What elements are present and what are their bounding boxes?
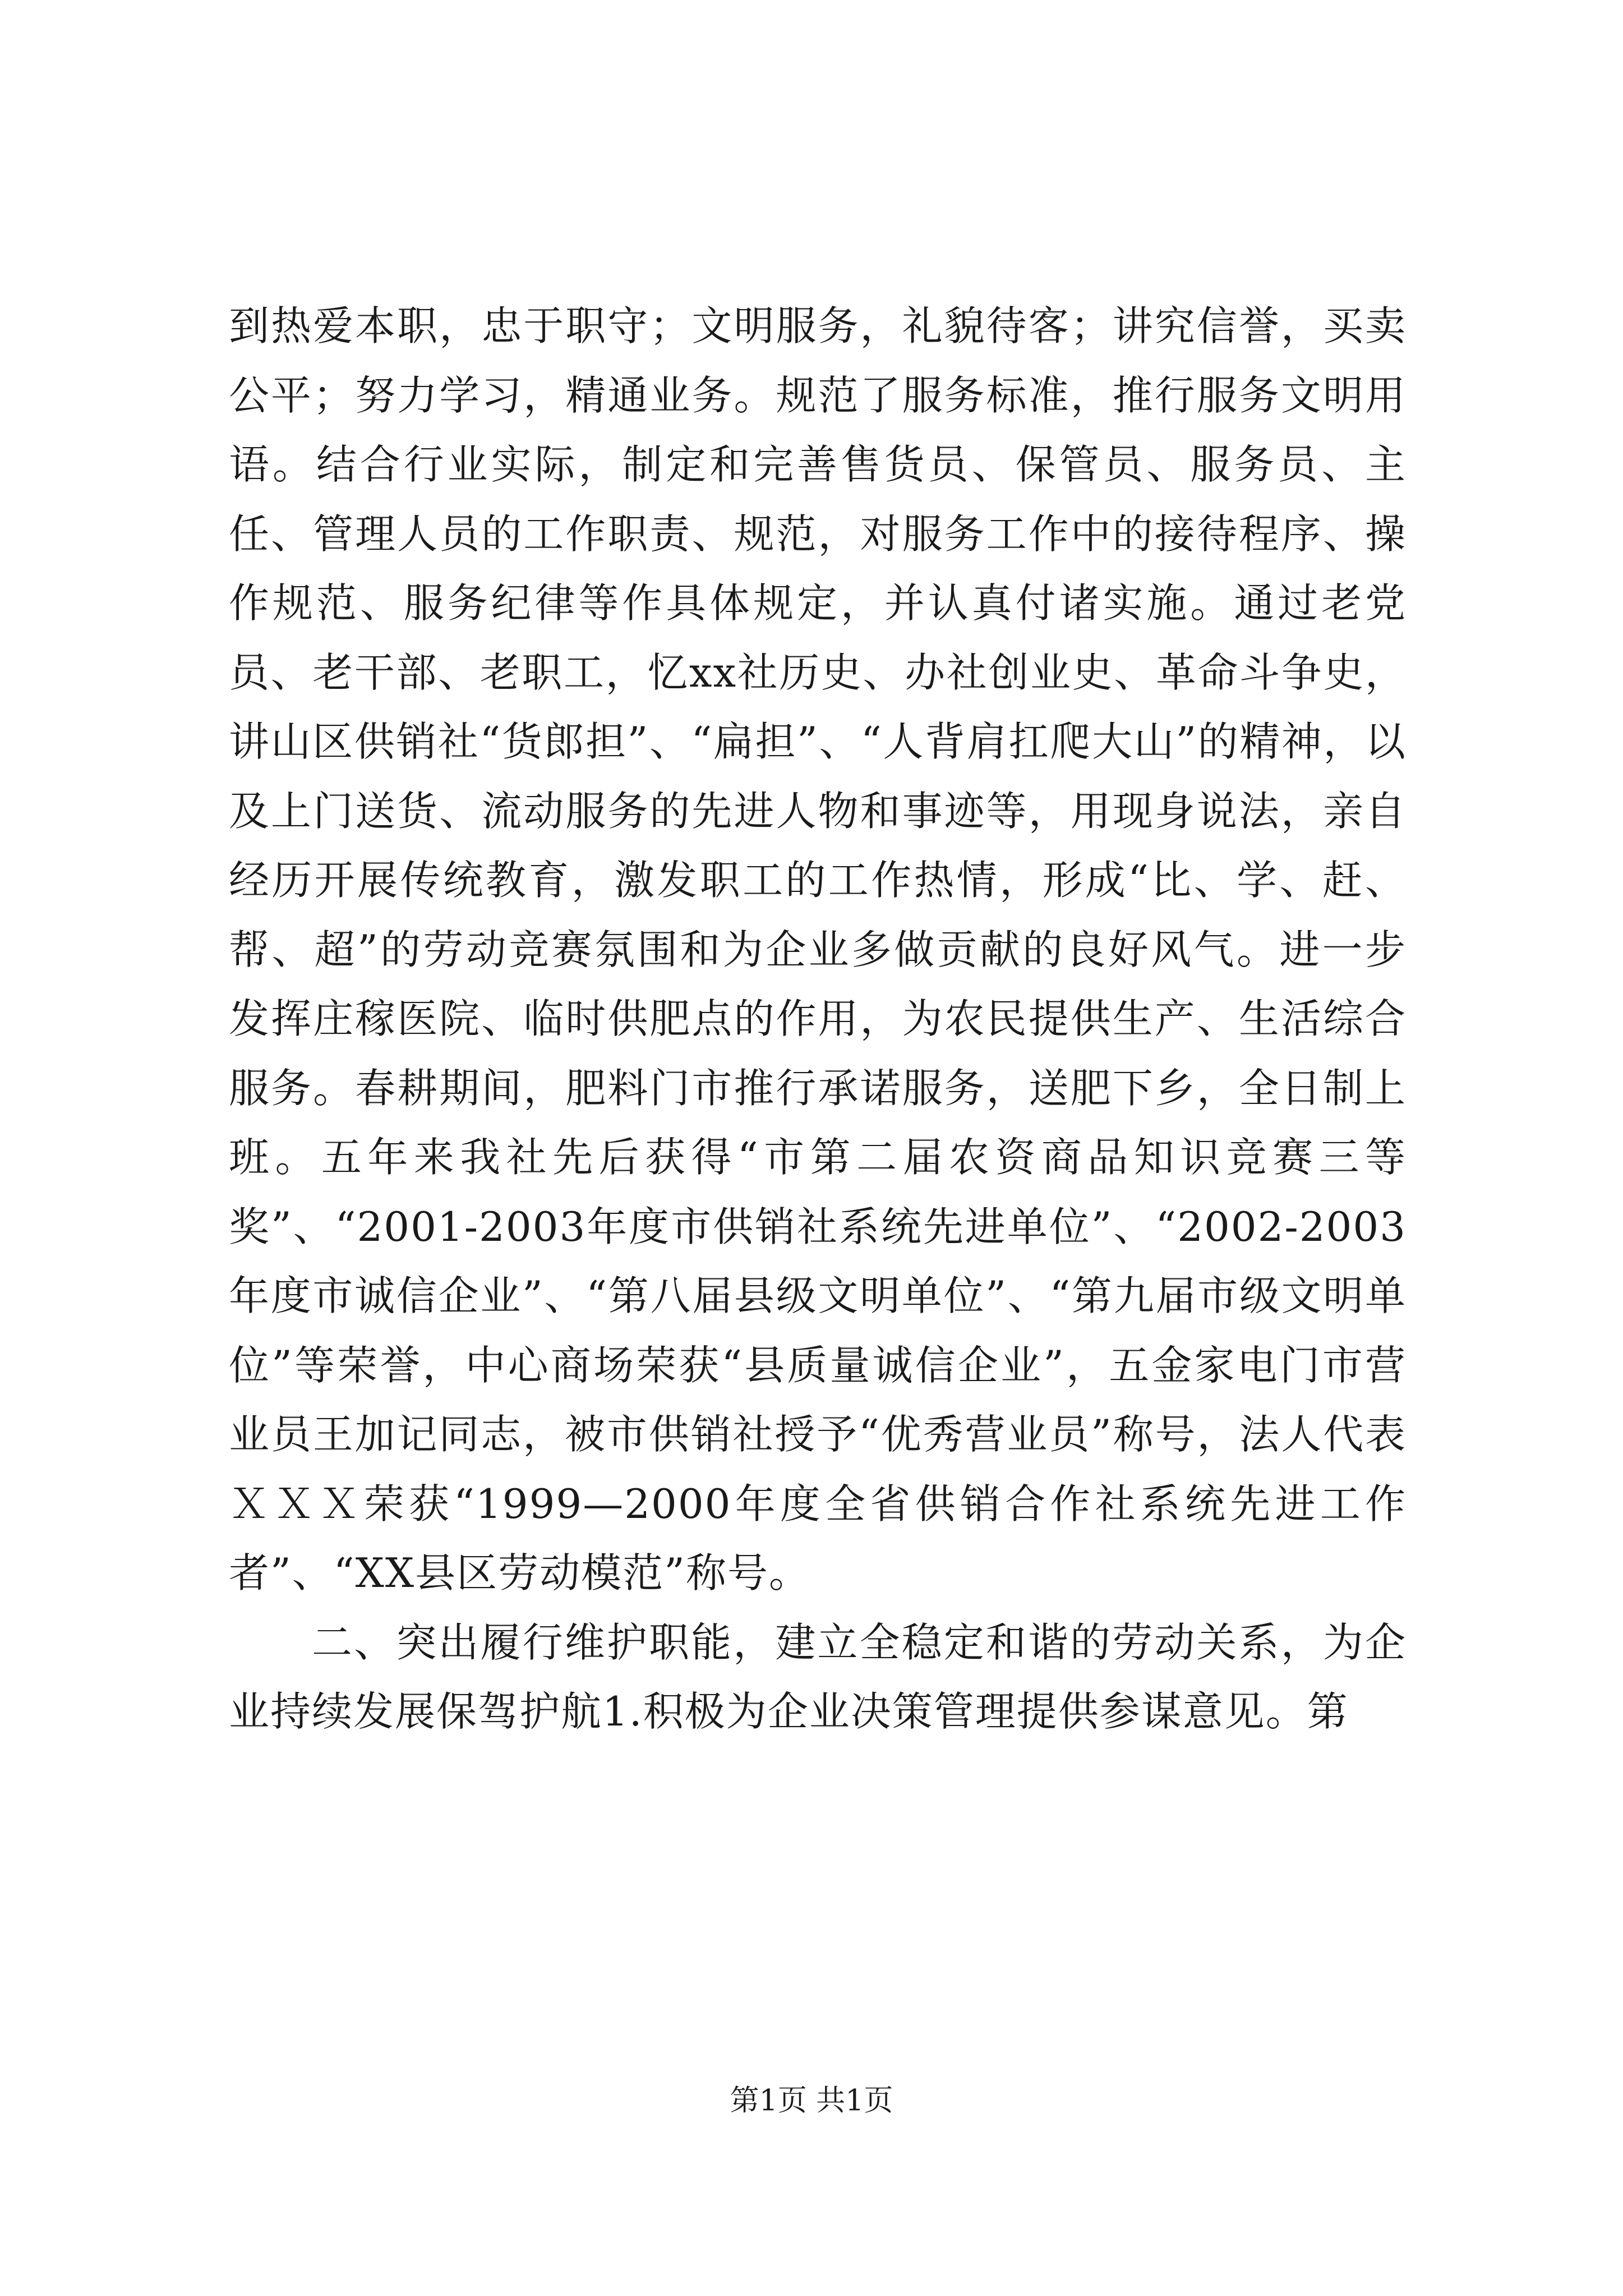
paragraph-section-two: 二、突出履行维护职能，建立全稳定和谐的劳动关系，为企业持续发展保驾护航1.积极为企业决策管理提供参谋意见。第 bbox=[229, 1618, 1407, 1735]
page-footer: 第1页 共1页 bbox=[730, 2084, 893, 2118]
paragraph-continuation: 到热爱本职，忠于职守；文明服务，礼貌待客；讲究信誉，买卖公平；努力学习，精通业务。规范了服务标准，推行服务文明用语。结合行业实际，制定和完善售货员、保管员、服务员、主任、管理人员的工作职责、规范，对服务工作中的接待程序、操作规范、服务纪律等作具体规定，并认真付诸实施。通过老党员、老干部、老职工，忆xx社历史、办社创业史、革命斗争史，讲山区供销社“货郎担”、“扁担”、“人背肩扛爬大山”的精神，以及上门送货、流动服务的先进人物和事迹等，用现身说法，亲自经历开展传统教育，激发职工的工作热情，形成“比、学、赶、帮、超”的劳动竞赛氛围和为企业多做贡献的良好风气。进一步发挥庄稼医院、临时供肥点的作用，为农民提供生产、生活综合服务。春耕期间，肥料门市推行承诺服务，送肥下乡，全日制上班。五年来我社先后获得“市第二届农资商品知识竞赛三等奖”、“2001-2003年度市供销社系统先进单位”、“2002-2003年度市诚信企业”、“第八届县级文明单位”、“第九届市级文明单位”等荣誉，中心商场荣获“县质量诚信企业”，五金家电门市营业员王加记同志，被市供销社授予“优秀营业员”称号，法人代表ＸＸＸ荣获“1999—2000年度全省供销合作社系统先进工作者”、“XX县区劳动模范”称号。 bbox=[229, 302, 1407, 1596]
document-body bbox=[229, 292, 1407, 1747]
